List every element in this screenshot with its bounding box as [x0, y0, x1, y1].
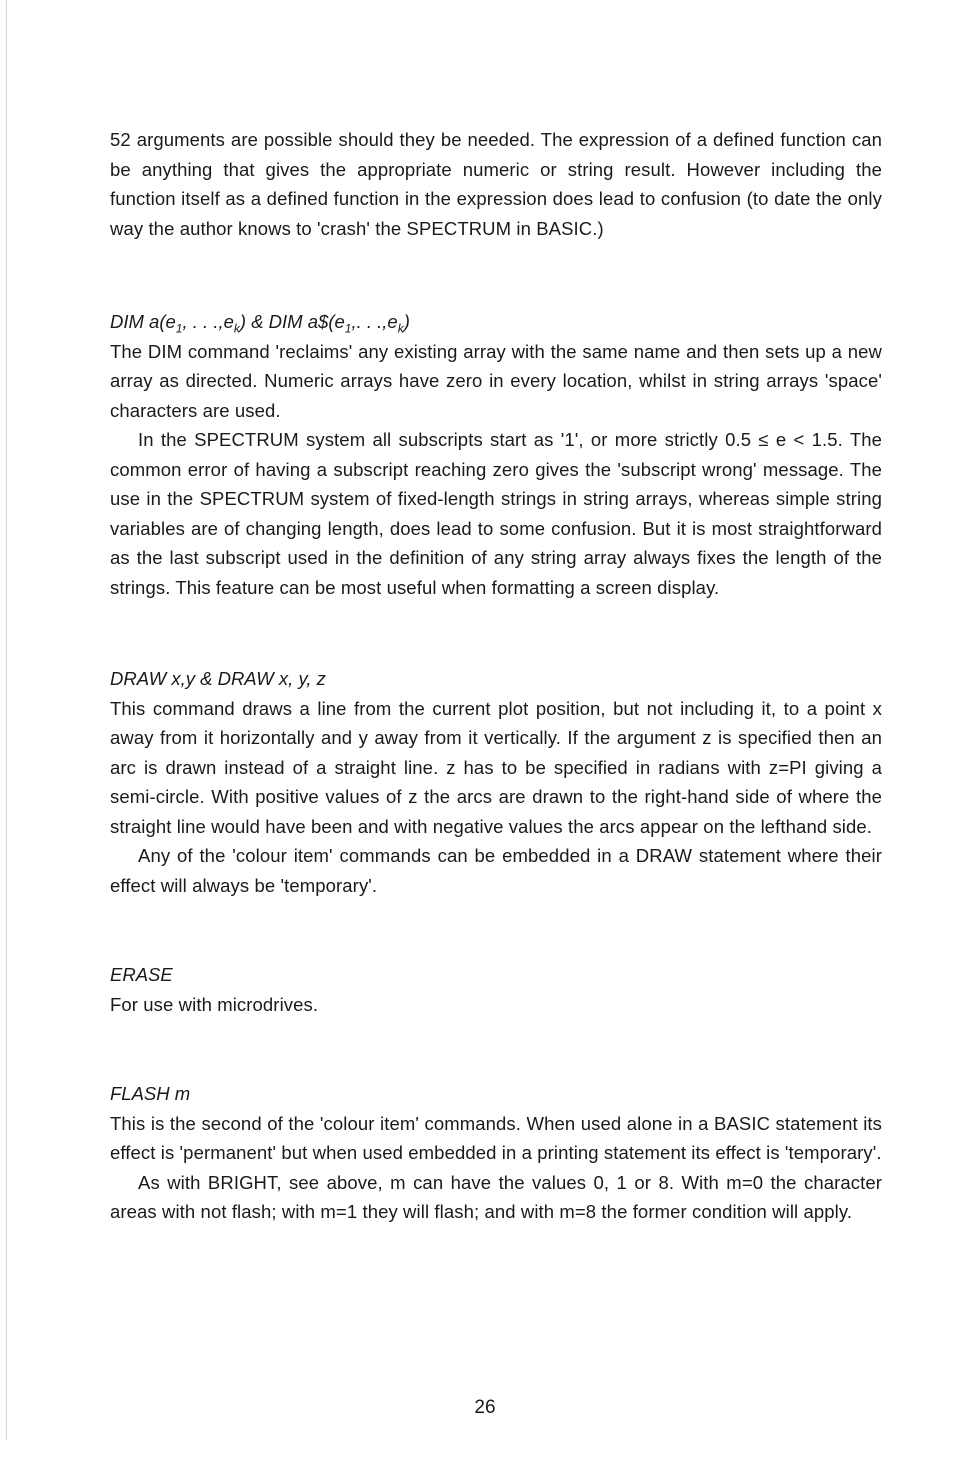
erase-paragraph-1: For use with microdrives. [110, 993, 319, 1015]
draw-paragraph-2: Any of the 'colour item' commands can be embedded in a DRAW statement where their effect will always be 'temporary'. [110, 845, 882, 896]
page-edge-line [6, 0, 7, 1440]
section-gap [110, 1019, 882, 1079]
flash-heading: FLASH m [110, 1083, 191, 1104]
draw-paragraph-1: This command draws a line from the current plot position, but not including it, to a point x away from it horizontally and y away from it vertically. If the argument z is specified then an arc is drawn instead of a straight line. z has to be specified in radians with z=PI giving a semi-circle. With positive values of z the arcs are drawn to the right-hand side of where the straight line would have been and with negative values the arcs appear on the lefthand side. [110, 697, 882, 837]
draw-heading: DRAW x,y & DRAW x, y, z [110, 668, 326, 689]
page-content [110, 125, 882, 1227]
intro-paragraph: 52 arguments are possible should they be needed. The expression of a defined function can be anything that gives the appropriate numeric or string result. However including the function itself as a defined function in the expression does lead to confusion (to date the only way the author knows to 'crash' the SPECTRUM in BASIC.) [110, 129, 882, 239]
dim-paragraph-2: In the SPECTRUM system all subscripts start as '1', or more strictly 0.5 ≤ e < 1.5. The common error of having a subscript reaching zero gives the 'subscript wrong' message. The use in the SPECTRUM system of fixed-length strings in string arrays, whereas simple string variables are of changing length, does lead to some confusion. But it is most straightforward as the last subscript used in the definition of any string array always fixes the length of the strings. This feature can be most useful when formatting a screen display. [110, 429, 882, 598]
page-number: 26 [474, 1397, 496, 1418]
flash-paragraph-1: This is the second of the 'colour item' commands. When used alone in a BASIC statement its effect is 'permanent' but when used embedded in a printing statement its effect is 'temporary'. [110, 1112, 882, 1163]
flash-paragraph-2: As with BRIGHT, see above, m can have the values 0, 1 or 8. With m=0 the character areas with not flash; with m=1 they will flash; and with m=8 the former condition will apply. [110, 1171, 882, 1222]
erase-heading: ERASE [110, 964, 173, 985]
dim-paragraph-1: The DIM command 'reclaims' any existing array with the same name and then sets up a new array as directed. Numeric arrays have zero in every location, whilst in string arrays 'space' characters are used. [110, 340, 882, 421]
section-gap [110, 243, 882, 307]
section-gap [110, 602, 882, 664]
dim-heading: DIM $a(e_1$, . . $.,e_k$) & DIM $a\$(e_1$,. . $.,e_k$) [110, 311, 410, 336]
section-gap [110, 900, 882, 960]
